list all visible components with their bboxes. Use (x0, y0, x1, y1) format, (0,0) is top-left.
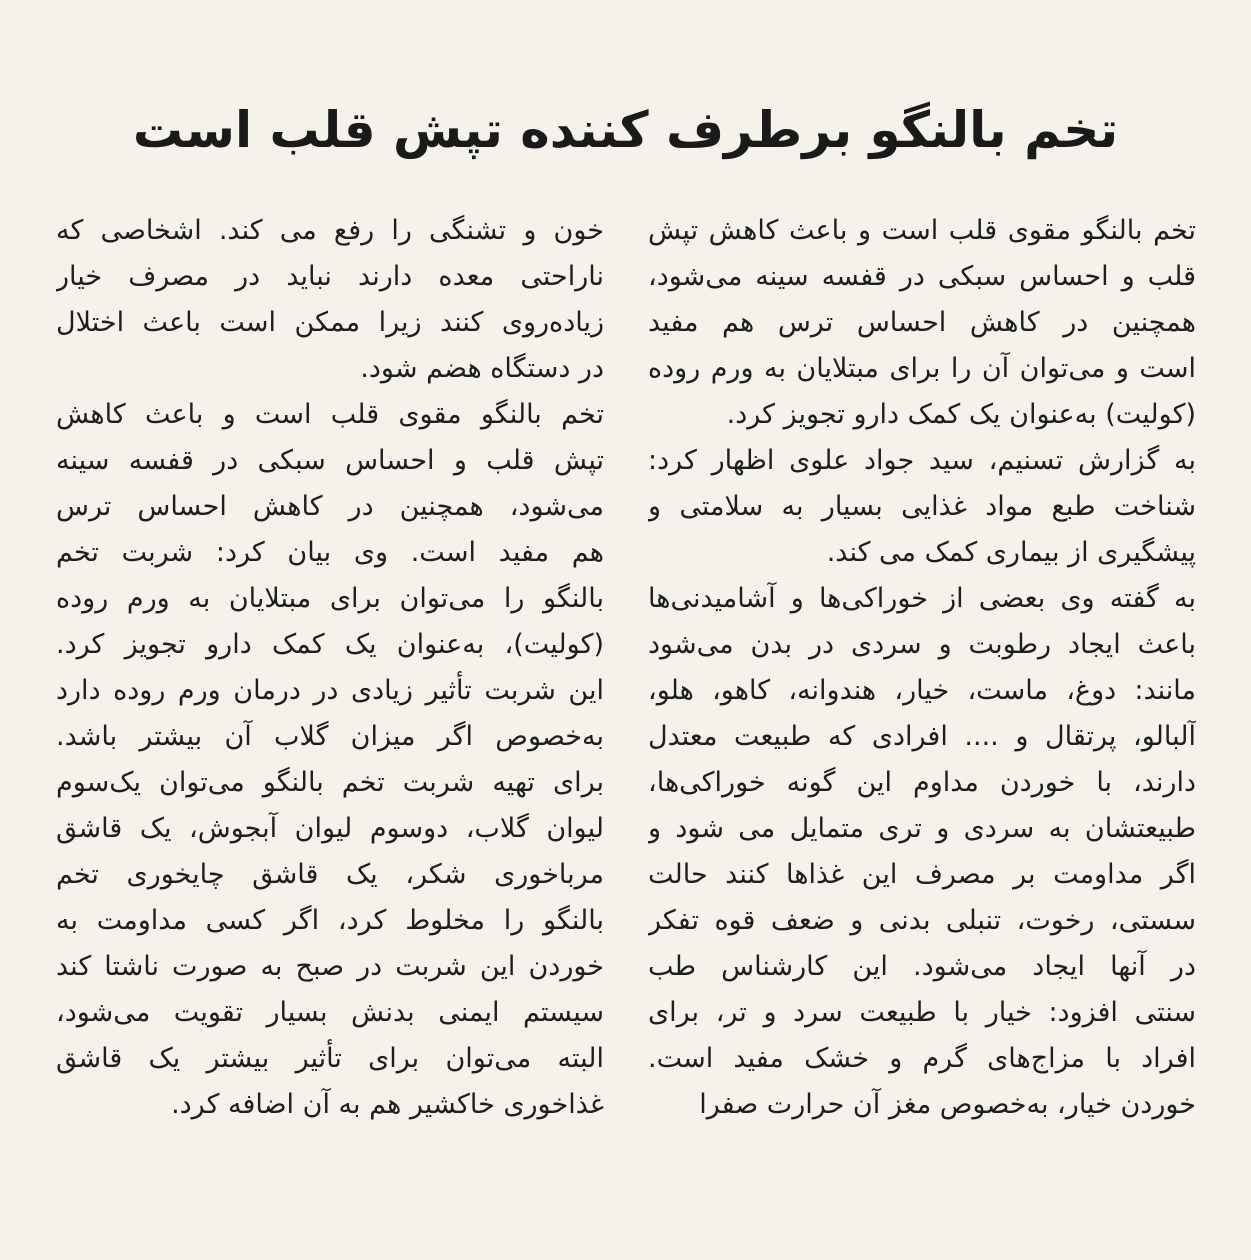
article-line: سستی، رخوت، تنبلی بدنی و ضعف قوه تفکر (648, 905, 1196, 936)
article-line: طبیعتشان به سردی و تری متمایل می شود و (648, 813, 1196, 844)
article-line: مرباخوری شکر، یک قاشق چایخوری تخم (56, 859, 604, 890)
article-line: شناخت طبع مواد غذایی بسیار به سلامتی و (648, 491, 1196, 522)
article-line: دارند، با خوردن مداوم این گونه خوراکی‌ها، (648, 767, 1196, 798)
article-line: بالنگو را می‌توان برای مبتلایان به ورم روده (56, 583, 604, 614)
article-line: مانند: دوغ، ماست، خیار، هندوانه، کاهو، هلو، (648, 675, 1196, 706)
article-line: زیاده‌روی کنند زیرا ممکن است باعث اختلال (56, 307, 604, 338)
article-line: در آنها ایجاد می‌شود. این کارشناس طب (648, 951, 1196, 982)
article-line: سنتی افزود: خیار با طبیعت سرد و تر، برای (648, 997, 1196, 1028)
article-line: خوردن این شربت در صبح به صورت ناشتا کند (56, 951, 604, 982)
article-line: تپش قلب و احساس سبکی در قفسه سینه (56, 445, 604, 476)
article-line: خوردن خیار، به‌خصوص مغز آن حرارت صفرا (699, 1089, 1196, 1120)
article-line: این شربت تأثیر زیادی در درمان ورم روده دارد (56, 675, 604, 706)
article-line: همچنین در کاهش احساس ترس هم مفید (648, 307, 1196, 338)
article-line: هم مفید است. وی بیان کرد: شربت تخم (56, 537, 604, 568)
article-line: پیشگیری از بیماری کمک می کند. (826, 537, 1196, 568)
article-line: ناراحتی معده دارند نباید در مصرف خیار (56, 261, 604, 292)
article-column-left (56, 208, 604, 1128)
article-line: افراد با مزاج‌های گرم و خشک مفید است. (648, 1043, 1196, 1074)
article-line: برای تهیه شربت تخم بالنگو می‌توان یک‌سوم (56, 767, 604, 798)
article-line: لیوان گلاب، دوسوم لیوان آبجوش، یک قاشق (56, 813, 604, 844)
article-line: است و می‌توان آن را برای مبتلایان به ورم روده (648, 353, 1196, 384)
article-line: در دستگاه هضم شود. (360, 353, 604, 384)
article-line: (کولیت)، به‌عنوان یک کمک دارو تجویز کرد. (56, 629, 604, 660)
article-line: تخم بالنگو مقوی قلب است و باعث کاهش (56, 399, 604, 430)
article-line: به گزارش تسنیم، سید جواد علوی اظهار کرد: (648, 445, 1196, 476)
article-line: (کولیت) به‌عنوان یک کمک دارو تجویز کرد. (726, 399, 1196, 430)
article-line: سیستم ایمنی بدنش بسیار تقویت می‌شود، (56, 997, 604, 1028)
article-line: غذاخوری خاکشیر هم به آن اضافه کرد. (171, 1089, 604, 1120)
article-headline: تخم بالنگو برطرف کننده تپش قلب است (132, 101, 1119, 159)
article-line: به گفته وی بعضی از خوراکی‌ها و آشامیدنی‌ها (648, 583, 1196, 614)
article-line: خون و تشنگی را رفع می کند. اشخاصی که (56, 215, 604, 246)
article-line: اگر مداومت بر مصرف این غذاها کنند حالت (648, 859, 1196, 890)
article-line: باعث ایجاد رطوبت و سردی در بدن می‌شود (648, 629, 1196, 660)
article-line: می‌شود، همچنین در کاهش احساس ترس (56, 491, 604, 522)
article-column-right (648, 208, 1196, 1128)
article-line: بالنگو را مخلوط کرد، اگر کسی مداومت به (56, 905, 604, 936)
article-line: قلب و احساس سبکی در قفسه سینه می‌شود، (648, 261, 1196, 292)
article-line: البته می‌توان برای تأثیر بیشتر یک قاشق (56, 1043, 604, 1074)
article-line: آلبالو، پرتقال و .... افرادی که طبیعت معتدل (648, 721, 1196, 752)
article-line: به‌خصوص اگر میزان گلاب آن بیشتر باشد. (56, 721, 604, 752)
article-line: تخم بالنگو مقوی قلب است و باعث کاهش تپش (648, 215, 1196, 246)
